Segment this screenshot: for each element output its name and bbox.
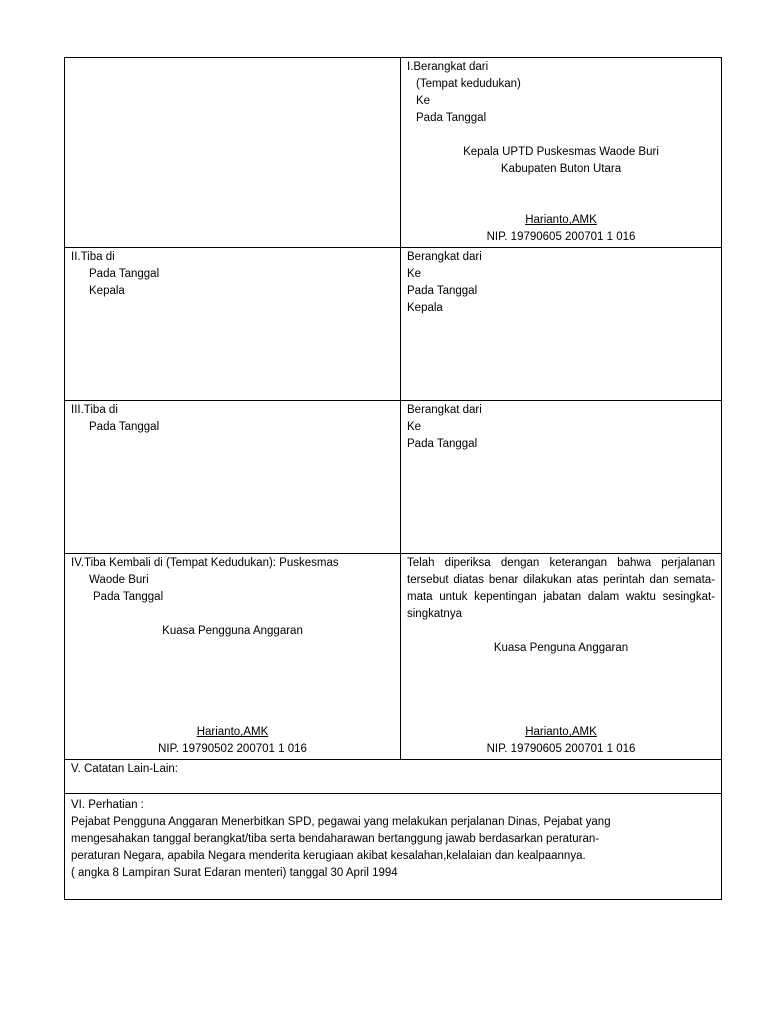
perhatian-cell	[65, 794, 722, 900]
berangkat-dari-label: I.Berangkat dari	[407, 61, 489, 73]
kepala-label: Kepala	[407, 302, 443, 314]
tempat-kedudukan-label: (Tempat kedudukan)	[416, 78, 521, 90]
signatory-nip: NIP. 19790502 200701 1 016	[158, 743, 307, 755]
perhatian-text-line-3: peraturan Negara, apabila Negara menderita kerugiaan akibat kesalahan,kelalaian dan kealpaannya.	[71, 850, 586, 862]
pada-tanggal-label: Pada Tanggal	[89, 421, 160, 433]
pada-tanggal-label: Pada Tanggal	[416, 112, 487, 124]
berangkat-dari-label: Berangkat dari	[407, 404, 482, 416]
section-1-right-cell	[401, 58, 722, 248]
section-2-left-cell	[65, 248, 401, 401]
tiba-kembali-label: IV.Tiba Kembali di (Tempat Kedudukan): Puskesmas	[71, 557, 339, 569]
ke-label: Ke	[416, 95, 431, 107]
perhatian-text-line-4: ( angka 8 Lampiran Surat Edaran menteri) tanggal 30 April 1994	[71, 867, 398, 879]
section-3-row	[65, 401, 722, 554]
jabatan-label: Kuasa Pengguna Anggaran	[162, 625, 303, 637]
tempat-kedudukan-value: Waode Buri	[89, 574, 149, 586]
section-3-right-cell	[401, 401, 722, 554]
pada-tanggal-label: Pada Tanggal	[93, 591, 164, 603]
section-2-right-cell	[401, 248, 722, 401]
signatory-name: Harianto,AMK	[196, 726, 269, 738]
verification-statement: Telah diperiksa dengan keterangan bahwa perjalanan tersebut diatas benar dilakukan atas perintah dan semata-mata untuk kepentingan jabatan dalam waktu sesingkat-singkatnya	[407, 557, 715, 620]
ke-label: Ke	[407, 421, 422, 433]
perhatian-label: VI. Perhatian :	[71, 799, 144, 811]
catatan-cell	[65, 760, 722, 794]
signatory-name: Harianto,AMK	[525, 214, 597, 226]
perhatian-text-line-2: mengesahakan tanggal berangkat/tiba serta bendaharawan bertanggung jawab berdasarkan peraturan-	[71, 833, 600, 845]
signatory-name: Harianto,AMK	[525, 726, 597, 738]
jabatan-line-2: Kabupaten Buton Utara	[500, 163, 622, 175]
tiba-di-label: III.Tiba di	[71, 404, 118, 416]
section-4-row	[65, 554, 722, 760]
catatan-label: V. Catatan Lain-Lain:	[71, 763, 178, 775]
pada-tanggal-label: Pada Tanggal	[89, 268, 160, 280]
berangkat-dari-label: Berangkat dari	[407, 251, 482, 263]
kepala-label: Kepala	[89, 285, 125, 297]
pada-tanggal-label: Pada Tanggal	[407, 438, 478, 450]
section-4-left-cell	[65, 554, 401, 760]
tiba-di-label: II.Tiba di	[71, 251, 115, 263]
section-3-left-cell	[65, 401, 401, 554]
signatory-nip: NIP. 19790605 200701 1 016	[486, 743, 636, 755]
section-5-row	[65, 760, 722, 794]
pada-tanggal-label: Pada Tanggal	[407, 285, 478, 297]
perhatian-text-line-1: Pejabat Pengguna Anggaran Menerbitkan SPD, pegawai yang melakukan perjalanan Dinas, Pejabat yang	[71, 816, 611, 828]
section-1-left-cell	[65, 58, 401, 248]
section-6-row	[65, 794, 722, 900]
signatory-nip: NIP. 19790605 200701 1 016	[486, 231, 636, 243]
section-4-right-cell	[401, 554, 722, 760]
ke-label: Ke	[407, 268, 422, 280]
jabatan-line-1: Kepala UPTD Puskesmas Waode Buri	[463, 146, 659, 158]
jabatan-label: Kuasa Penguna Anggaran	[493, 642, 629, 654]
spd-back-form-table	[64, 57, 722, 900]
section-2-row	[65, 248, 722, 401]
section-1-row	[65, 58, 722, 248]
